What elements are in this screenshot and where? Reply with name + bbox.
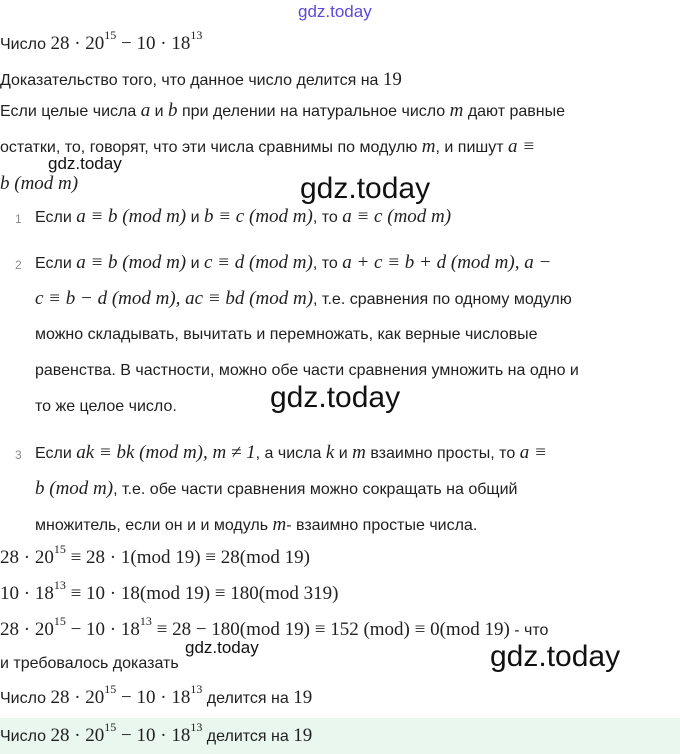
definition-line-3: b (mod m) [0, 173, 79, 194]
problem-statement [0, 27, 203, 57]
watermark-large-2: gdz.today [270, 381, 401, 414]
rule-1-line: Если a ≡ b (mod m) и b ≡ c (mod m), то a ≡ c (mod m) [35, 206, 452, 227]
rule-number-3: 3 [15, 448, 22, 462]
title-prefix: Число [0, 36, 47, 53]
rule-2-line-4: равенства. В частности, можно обе части сравнения умножить на одно и [35, 362, 579, 379]
definition-line-2: остатки, то, говорят, что эти числа сравнимы по модулю m, и пишут a ≡ [0, 136, 536, 157]
rule-2-line-3: можно складывать, вычитать и перемножать, как верные числовые [35, 326, 538, 343]
calc-line-2: $10 \cdot 18^{13} \equiv 10 \cdot 18(mod$ 19) ≡ 180(mod 319) [0, 577, 339, 604]
calc-line-3-cont: и требовалось доказать [0, 655, 179, 672]
watermark-large-1: gdz.today [300, 172, 431, 205]
rule-2-line-2: c ≡ b − d (mod m), ac ≡ bd (mod m), т.е. сравнения по одному модулю [35, 288, 572, 309]
watermark-top: gdz.today [298, 2, 372, 21]
expression: $28 \cdot 20^{15} - 10 \cdot 18^{13}$ [50, 27, 203, 54]
rule-2-line-1: Если a ≡ b (mod m) и c ≡ d (mod m), то a + c ≡ b + d (mod m), a − [35, 252, 552, 273]
calc-line-3: $28 \cdot 20^{15} - 10 \cdot 18^{13} \equiv 28 - 180(mod$ 19) ≡ 152 (mod) ≡ 0(mod 19) - что [0, 613, 549, 640]
calc-line-1: $28 \cdot 20^{15} \equiv 28 \cdot 1(mod$ 19) ≡ 28(mod 19) [0, 541, 310, 568]
rule-3-line-2: b (mod m), т.е. обе части сравнения можно сокращать на общий [35, 478, 518, 499]
rule-2-line-5: то же целое число. [35, 398, 177, 415]
rule-number-1: 1 [15, 212, 22, 226]
conclusion-line: Число $28 \cdot 20^{15} - 10 \cdot 18^{13}$ делится на 19 [0, 681, 313, 708]
proof-heading: Доказательство того, что данное число делится на 19 [0, 69, 402, 90]
watermark-small-2: gdz.today [185, 638, 259, 657]
rule-number-2: 2 [15, 258, 22, 272]
watermark-small-1: gdz.today [48, 154, 122, 173]
answer-line: Число $28 \cdot 20^{15} - 10 \cdot 18^{13}$ делится на 19 [0, 719, 313, 746]
rule-3-line-1: Если ak ≡ bk (mod m), m ≠ 1, а числа k и m взаимно просты, то a ≡ [35, 442, 547, 463]
rule-3-line-3: множитель, если он и и модуль m- взаимно простые числа. [35, 514, 478, 535]
definition-line-1: Если целые числа a и b при делении на натуральное число m дают равные [0, 100, 565, 121]
watermark-large-3: gdz.today [490, 640, 621, 673]
